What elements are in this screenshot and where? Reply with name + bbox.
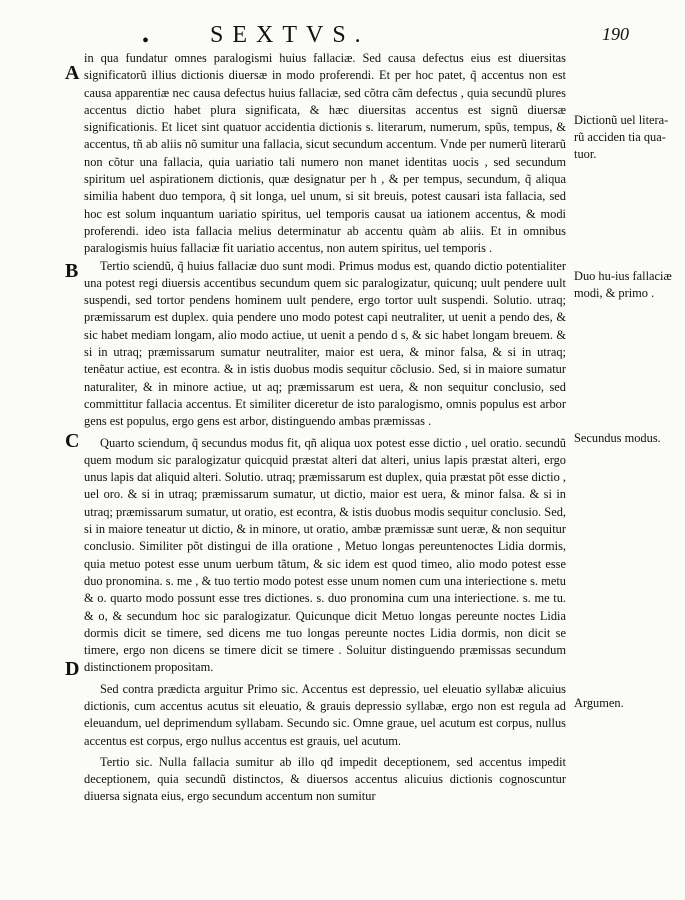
marginal-note-duo-modi: Duo hu-ius fallaciæ modi, & primo . [574, 269, 672, 300]
paragraph-3: Quarto sciendum, q̃ secundus modus fit, qñ aliqua uox potest esse dictio , uel oratio. secundũ quem modum sic paralogizatur quicquid præstat alteri dat alteri, unius lapis præstat alteri, ergo unus lapis dat aliquid alteri. Solutio. utraq; præmissarum est duplex, quia præstat põt esse dictio , uel oro. & si in utraq; præmissarum sumatur, ut dictio, maior est uera, & minor falsa. & si in utraq; præmissarum sumatur, ut oratio, est econtra, & istis duobus modis sequitur conclusio. Sed, si in maiore teneatur ut dictio, & in minore, ut oratio, ambæ præmissæ sunt ueræ, & non sequitur conclusio. Similiter põt distingui de illa oratione , Metuo longas pereuntenoctes Lidia dormis, quia metuo potest esse unum uerbum tãtum, & sic idem est quod timeo, alio modo potest esse duo pronomina. s. me , & tuo tertio modo potest esse unum nomen cum una interiectione s. metu & o. quarto modo possunt esse tres dictiones. s. duo pronomina cum una interiectione. s. me tu. & o, & secundum hoc sic paralogizatur. Quicunque dicit Metuo longas pereunte noctes Lidia dormis dicit se timere, sed dicens me tuo longas pereunte noctes Lidia dormis, non dicit se timere, ergo non dicens se timere dicit se timere . Soluitur distinguendo præmissas secundum distinctionem propositam. [84, 435, 566, 675]
main-text-column [84, 50, 566, 806]
marginal-note-accidentia: Dictionũ uel litera-rũ acciden tia qua-tuor. [574, 113, 669, 161]
marginal-note-secundus-modus: Secundus modus. [574, 431, 661, 445]
header-bullet: • [142, 30, 150, 52]
section-letter-d: D [65, 658, 80, 680]
paragraph-2: Tertio sciendũ, q̃ huius fallaciæ duo sunt modi. Primus modus est, quando dictio potentialiter una potest regi diuersis accentibus secundum quem sic paralogizatur, quicunq; uult pendere uult suspendi, sed tortor pendens hominem uult pendere, ergo tortor uult suspendi. Solutio. utraq; præmissarum est duplex. quia pendere uno modo potest capi neutraliter, ut uenit a pendo des, & sic habet mediam longam, alio modo actiue, ut uenit a pendo d s, & sic habet longam breuem. & si in utraq; præmissarum sumatur neutraliter, maior est uera, & minor falsa, & si in utraq; tenẽatur actiue, est econtra. & in istis duobus modis sequitur cõclusio. Sed, si in maiore sumatur naturaliter, & in minore actiue, ut aq; præmissarum est uera, & non sequitur conclusio, sed committitur fallacia accentus. Et similiter diceretur de isto paralogismo, omnis populus est arbor gens est populus, ergo gens est arbor, distinguendo ambas præmissas . [84, 258, 566, 429]
paragraph-5: Tertio sic. Nulla fallacia sumitur ab illo qđ impedit deceptionem, sed accentus impedit deceptionem, quia secundũ distinctos, & diuersos accentus alicuius dictionis cognoscuntur diuersa signata eius, ergo secundum accentum non sumitur [84, 754, 566, 804]
page-number: 190 [602, 24, 629, 44]
marginal-note-argumentum: Argumen. [574, 696, 624, 710]
section-letter-c: C [65, 430, 80, 452]
section-letter-a: A [65, 62, 80, 84]
paragraph-4: Sed contra prædicta arguitur Primo sic. Accentus est depressio, uel eleuatio syllabæ alicuius dictionis, cum accentus acutus sit eleuatio, & grauis depressio syllabæ, ergo non est regula ad eleuandum, uel deprimendum syllabam. Secundo sic. Omne graue, uel acutum est corpus, nullus accentus est corpus, ergo nullus accentus est grauis, uel acutum. [84, 681, 566, 748]
paragraph-1: in qua fundatur omnes paralogismi huius fallaciæ. Sed causa defectus eius est diuersitas significatorũ illius dictionis diuersæ in modo proferendi. Et per hoc patet, q̃ accentus non est causa apparentiæ nec causa defectus huius fallaciæ, sed cõtra cãm defectus , quia secundũ plures accentus dictio habet plura significata, & hæc diuersitas accentus est signũ diuersæ significationis. Et licet sint quatuor accidentia dictionis s. literarum, numerum, spũs, tempus, & accentus, tñ ab aliis nõ sumitur una fallacia, sicut secundum accentum. Vnde per numerũ literarũ non cõtur una fallacia, quia uariatio tali numero non manet identitas uocis , sed secundum spiritum uel aspirationem dictionis, quæ designatur per h , & per tempus, secundum, q̃ aliqua similia habent duo tempora, q̃ sit longa, uel unum, si sit breuis, potest causari ista fallacia, sed hoc est solum inquantum uariatio spiritus, uel temporis causat ua iationem accentus, & modi proferendi. ideo ista fallacia melius determinatur ab accentu quàm ab aliis. Et in omnibus paralogismis huius fallaciæ fit uariatio accentus, non autem spiritus, uel temporis . [84, 51, 566, 256]
section-letter-b: B [65, 260, 79, 282]
running-title: SEXTVS. [210, 22, 370, 48]
